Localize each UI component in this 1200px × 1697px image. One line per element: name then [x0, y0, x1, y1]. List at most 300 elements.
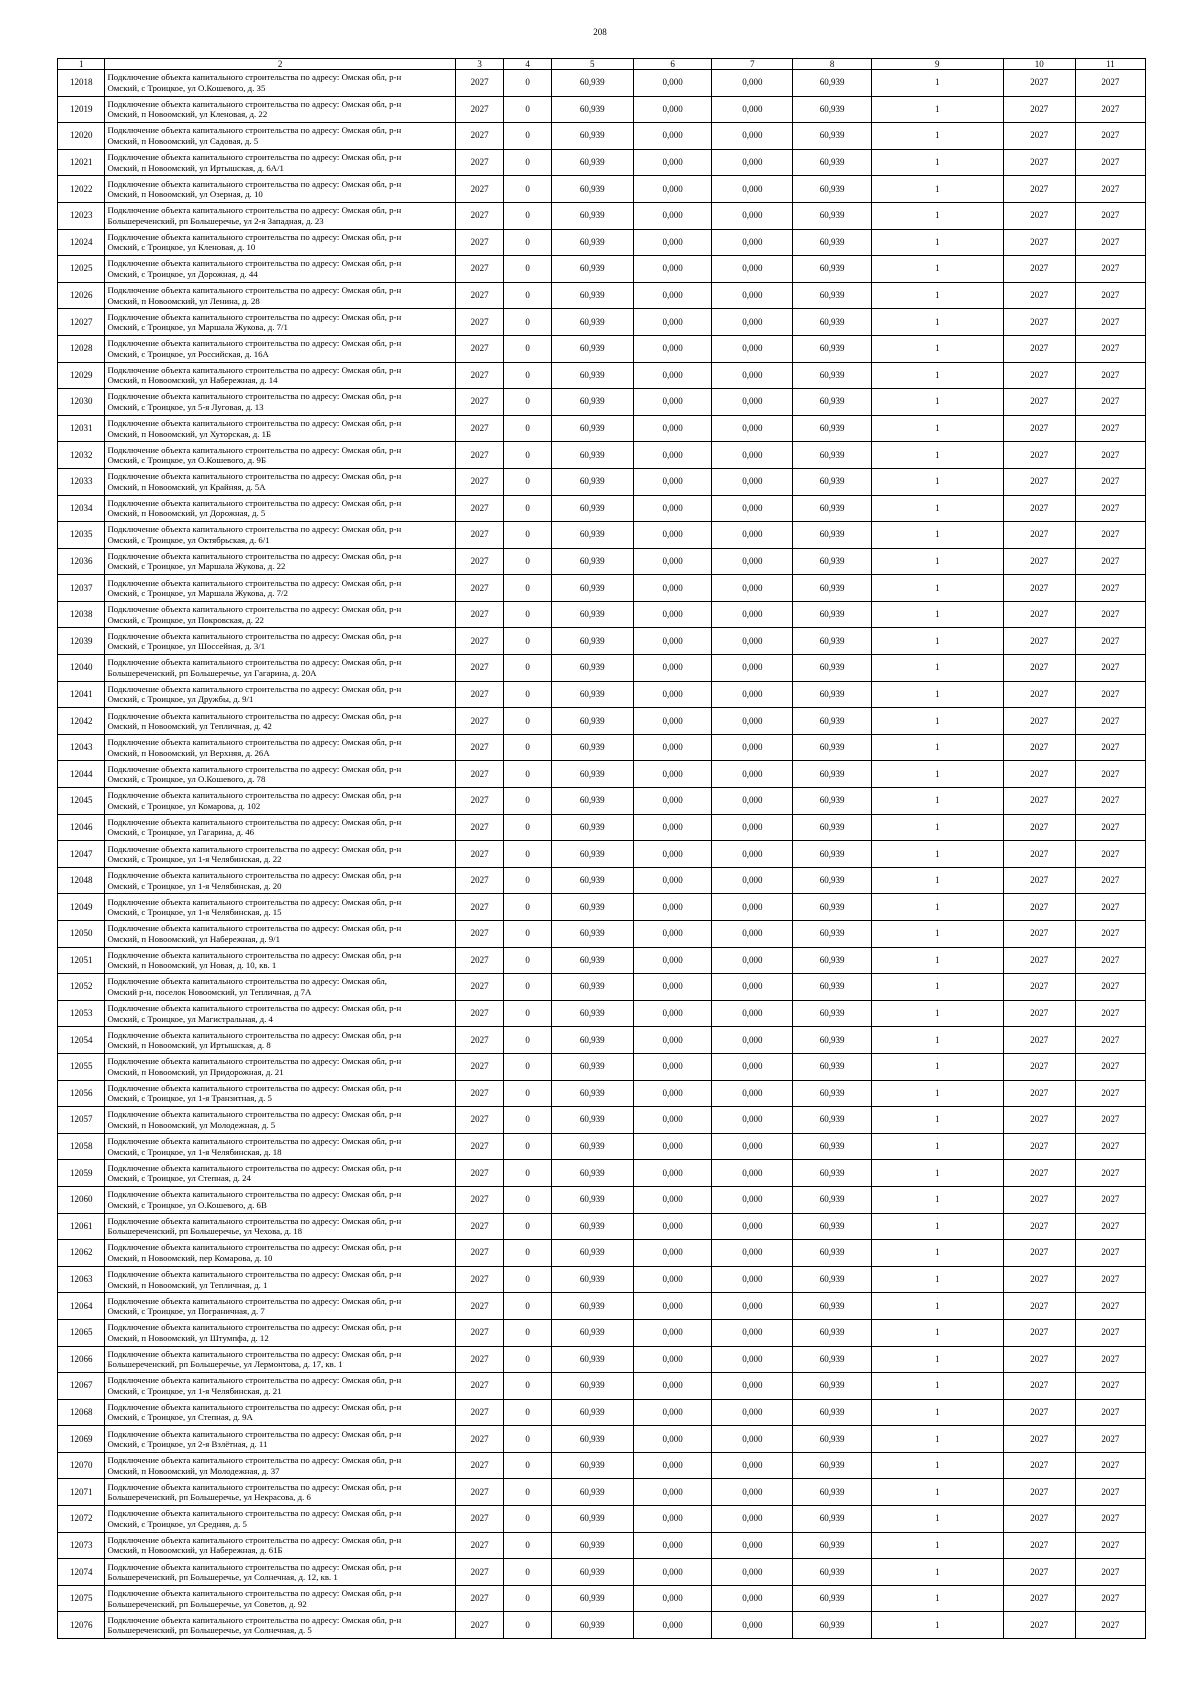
col10-cell: 2027 — [1003, 1373, 1075, 1400]
col8-cell: 60,939 — [793, 708, 872, 735]
year-cell: 2027 — [455, 309, 504, 336]
col11-cell: 2027 — [1075, 282, 1145, 309]
col11-cell: 2027 — [1075, 1186, 1145, 1213]
header-col-8: 8 — [793, 59, 872, 70]
col8-cell: 60,939 — [793, 149, 872, 176]
description-line-2: Большереченский, рп Большеречье, ул Лермонтова, д. 17, кв. 1 — [107, 1359, 343, 1370]
row-number-cell: 12056 — [58, 1080, 105, 1107]
col5-cell: 60,939 — [551, 256, 633, 283]
row-number-cell: 12068 — [58, 1399, 105, 1426]
table-row — [58, 1133, 1146, 1160]
col6-cell: 0,000 — [633, 1107, 712, 1134]
year-cell: 2027 — [455, 1266, 504, 1293]
col11-cell: 2027 — [1075, 628, 1145, 655]
col8-cell: 60,939 — [793, 867, 872, 894]
year-cell: 2027 — [455, 1186, 504, 1213]
col8-cell: 60,939 — [793, 70, 872, 97]
col4-cell: 0 — [504, 974, 551, 1001]
header-col-3: 3 — [455, 59, 504, 70]
col5-cell: 60,939 — [551, 1346, 633, 1373]
year-cell: 2027 — [455, 1479, 504, 1506]
col8-cell: 60,939 — [793, 1319, 872, 1346]
col5-cell: 60,939 — [551, 974, 633, 1001]
description-cell — [105, 1240, 455, 1267]
description-cell — [105, 1213, 455, 1240]
description-cell — [105, 256, 455, 283]
col9-cell: 1 — [872, 1319, 1004, 1346]
description-cell — [105, 70, 455, 97]
description-line-2: Большереченский, рп Большеречье, ул Некрасова, д. 6 — [107, 1492, 311, 1503]
col11-cell: 2027 — [1075, 1000, 1145, 1027]
description-line-1: Подключение объекта капитального строительства по адресу: Омская обл, р-н — [107, 178, 402, 189]
table-row — [58, 1506, 1146, 1533]
col10-cell: 2027 — [1003, 309, 1075, 336]
col11-cell: 2027 — [1075, 176, 1145, 203]
col10-cell: 2027 — [1003, 149, 1075, 176]
col5-cell: 60,939 — [551, 415, 633, 442]
year-cell: 2027 — [455, 894, 504, 921]
row-number-cell: 12020 — [58, 123, 105, 150]
col6-cell: 0,000 — [633, 1266, 712, 1293]
row-number-cell: 12030 — [58, 389, 105, 416]
header-col-10: 10 — [1003, 59, 1075, 70]
col4-cell: 0 — [504, 1080, 551, 1107]
description-line-2: Омский, п Новоомский, ул Набережная, д. 9/1 — [107, 933, 280, 944]
description-cell — [105, 1346, 455, 1373]
description-cell — [105, 1479, 455, 1506]
col6-cell: 0,000 — [633, 947, 712, 974]
description-cell — [105, 1399, 455, 1426]
col4-cell: 0 — [504, 734, 551, 761]
description-line-2: Омский, с Троицкое, ул 2-я Взлётная, д. 11 — [107, 1439, 268, 1450]
row-number-cell: 12052 — [58, 974, 105, 1001]
col4-cell: 0 — [504, 1399, 551, 1426]
description-line-1: Подключение объекта капитального строительства по адресу: Омская обл, р-н — [107, 1322, 402, 1333]
year-cell: 2027 — [455, 256, 504, 283]
table-row — [58, 202, 1146, 229]
description-cell — [105, 1266, 455, 1293]
col4-cell: 0 — [504, 575, 551, 602]
col6-cell: 0,000 — [633, 1346, 712, 1373]
year-cell: 2027 — [455, 389, 504, 416]
col4-cell: 0 — [504, 867, 551, 894]
col9-cell: 1 — [872, 575, 1004, 602]
col10-cell: 2027 — [1003, 123, 1075, 150]
col9-cell: 1 — [872, 1612, 1004, 1639]
col11-cell: 2027 — [1075, 442, 1145, 469]
col7-cell: 0,000 — [712, 1027, 793, 1054]
description-line-2: Омский, с Троицкое, ул Пограничная, д. 7 — [107, 1306, 265, 1317]
description-line-1: Подключение объекта капитального строительства по адресу: Омская обл, р-н — [107, 1215, 402, 1226]
col9-cell: 1 — [872, 761, 1004, 788]
col4-cell: 0 — [504, 1506, 551, 1533]
col11-cell: 2027 — [1075, 1426, 1145, 1453]
col8-cell: 60,939 — [793, 1559, 872, 1586]
year-cell: 2027 — [455, 761, 504, 788]
year-cell: 2027 — [455, 974, 504, 1001]
col7-cell: 0,000 — [712, 123, 793, 150]
year-cell: 2027 — [455, 495, 504, 522]
col10-cell: 2027 — [1003, 655, 1075, 682]
col7-cell: 0,000 — [712, 601, 793, 628]
col7-cell: 0,000 — [712, 1532, 793, 1559]
col10-cell: 2027 — [1003, 389, 1075, 416]
description-line-2: Большереченский, рп Большеречье, ул Солнечная, д. 5 — [107, 1625, 312, 1636]
description-line-1: Подключение объекта капитального строительства по адресу: Омская обл, р-н — [107, 1003, 402, 1014]
col6-cell: 0,000 — [633, 176, 712, 203]
col11-cell: 2027 — [1075, 681, 1145, 708]
col8-cell: 60,939 — [793, 176, 872, 203]
table-row — [58, 841, 1146, 868]
col7-cell: 0,000 — [712, 708, 793, 735]
description-line-2: Омский, с Троицкое, ул Маршала Жукова, д. 7/1 — [107, 322, 288, 333]
col9-cell: 1 — [872, 894, 1004, 921]
col4-cell: 0 — [504, 628, 551, 655]
row-number-cell: 12032 — [58, 442, 105, 469]
description-line-1: Подключение объекта капитального строительства по адресу: Омская обл, р-н — [107, 391, 402, 402]
col7-cell: 0,000 — [712, 149, 793, 176]
table-row — [58, 70, 1146, 97]
description-line-2: Омский, п Новоомский, пер Комарова, д. 10 — [107, 1252, 273, 1263]
year-cell: 2027 — [455, 1293, 504, 1320]
col6-cell: 0,000 — [633, 1213, 712, 1240]
col10-cell: 2027 — [1003, 841, 1075, 868]
col4-cell: 0 — [504, 1559, 551, 1586]
col9-cell: 1 — [872, 1213, 1004, 1240]
year-cell: 2027 — [455, 1240, 504, 1267]
col9-cell: 1 — [872, 681, 1004, 708]
col10-cell: 2027 — [1003, 362, 1075, 389]
col10-cell: 2027 — [1003, 628, 1075, 655]
col7-cell: 0,000 — [712, 1133, 793, 1160]
col4-cell: 0 — [504, 442, 551, 469]
description-cell — [105, 761, 455, 788]
description-line-1: Подключение объекта капитального строительства по адресу: Омская обл, р-н — [107, 1428, 402, 1439]
col9-cell: 1 — [872, 1240, 1004, 1267]
year-cell: 2027 — [455, 601, 504, 628]
col7-cell: 0,000 — [712, 1479, 793, 1506]
col11-cell: 2027 — [1075, 229, 1145, 256]
row-number-cell: 12073 — [58, 1532, 105, 1559]
col10-cell: 2027 — [1003, 1213, 1075, 1240]
table-row — [58, 788, 1146, 815]
col4-cell: 0 — [504, 1532, 551, 1559]
description-line-2: Омский, с Троицкое, ул Маршала Жукова, д. 7/2 — [107, 588, 288, 599]
description-line-1: Подключение объекта капитального строительства по адресу: Омская обл, р-н — [107, 1162, 402, 1173]
year-cell: 2027 — [455, 96, 504, 123]
col4-cell: 0 — [504, 1027, 551, 1054]
col7-cell: 0,000 — [712, 1080, 793, 1107]
col5-cell: 60,939 — [551, 1133, 633, 1160]
col9-cell: 1 — [872, 708, 1004, 735]
col9-cell: 1 — [872, 1373, 1004, 1400]
col9-cell: 1 — [872, 841, 1004, 868]
col7-cell: 0,000 — [712, 761, 793, 788]
description-line-2: Омский, п Новоомский, ул Новая, д. 10, кв. 1 — [107, 960, 277, 971]
col8-cell: 60,939 — [793, 1399, 872, 1426]
col7-cell: 0,000 — [712, 548, 793, 575]
col6-cell: 0,000 — [633, 70, 712, 97]
description-cell — [105, 681, 455, 708]
description-line-2: Омский, п Новоомский, ул Молодежная, д. 37 — [107, 1465, 280, 1476]
col5-cell: 60,939 — [551, 1612, 633, 1639]
description-line-2: Омский, с Троицкое, ул О.Кошевого, д. 9Б — [107, 455, 266, 466]
year-cell: 2027 — [455, 123, 504, 150]
col8-cell: 60,939 — [793, 335, 872, 362]
col4-cell: 0 — [504, 1426, 551, 1453]
col10-cell: 2027 — [1003, 1266, 1075, 1293]
col9-cell: 1 — [872, 1080, 1004, 1107]
col4-cell: 0 — [504, 1319, 551, 1346]
description-line-1: Подключение объекта капитального строительства по адресу: Омская обл, р-н — [107, 1056, 402, 1067]
col8-cell: 60,939 — [793, 389, 872, 416]
col8-cell: 60,939 — [793, 1293, 872, 1320]
col8-cell: 60,939 — [793, 442, 872, 469]
description-line-1: Подключение объекта капитального строительства по адресу: Омская обл, р-н — [107, 1375, 402, 1386]
year-cell: 2027 — [455, 1399, 504, 1426]
description-line-1: Подключение объекта капитального строительства по адресу: Омская обл, р-н — [107, 231, 402, 242]
col10-cell: 2027 — [1003, 1107, 1075, 1134]
table-row — [58, 1027, 1146, 1054]
col8-cell: 60,939 — [793, 681, 872, 708]
col4-cell: 0 — [504, 1479, 551, 1506]
col11-cell: 2027 — [1075, 1213, 1145, 1240]
year-cell: 2027 — [455, 1506, 504, 1533]
description-cell — [105, 1426, 455, 1453]
col4-cell: 0 — [504, 814, 551, 841]
description-cell — [105, 1559, 455, 1586]
description-line-2: Омский, п Новоомский, ул Кленовая, д. 22 — [107, 109, 268, 120]
col9-cell: 1 — [872, 947, 1004, 974]
table-row — [58, 814, 1146, 841]
col5-cell: 60,939 — [551, 655, 633, 682]
col11-cell: 2027 — [1075, 867, 1145, 894]
col4-cell: 0 — [504, 389, 551, 416]
page-number: 208 — [593, 27, 607, 37]
row-number-cell: 12031 — [58, 415, 105, 442]
col10-cell: 2027 — [1003, 1240, 1075, 1267]
description-cell — [105, 575, 455, 602]
col7-cell: 0,000 — [712, 1559, 793, 1586]
col9-cell: 1 — [872, 149, 1004, 176]
year-cell: 2027 — [455, 681, 504, 708]
col8-cell: 60,939 — [793, 734, 872, 761]
col9-cell: 1 — [872, 1027, 1004, 1054]
row-number-cell: 12057 — [58, 1107, 105, 1134]
col9-cell: 1 — [872, 442, 1004, 469]
col5-cell: 60,939 — [551, 1293, 633, 1320]
row-number-cell: 12041 — [58, 681, 105, 708]
description-line-2: Большереченский, рп Большеречье, ул Чехова, д. 18 — [107, 1226, 303, 1237]
header-col-1: 1 — [58, 59, 105, 70]
year-cell: 2027 — [455, 947, 504, 974]
description-line-1: Подключение объекта капитального строительства по адресу: Омская обл, р-н — [107, 1029, 402, 1040]
description-line-2: Омский, с Троицкое, ул Кленовая, д. 10 — [107, 242, 256, 253]
table-row — [58, 1585, 1146, 1612]
year-cell: 2027 — [455, 841, 504, 868]
col11-cell: 2027 — [1075, 468, 1145, 495]
col6-cell: 0,000 — [633, 867, 712, 894]
description-line-2: Омский, с Троицкое, ул О.Кошевого, д. 6В — [107, 1199, 267, 1210]
col11-cell: 2027 — [1075, 921, 1145, 948]
row-number-cell: 12050 — [58, 921, 105, 948]
description-line-2: Омский, с Троицкое, ул 1-я Челябинская, д. 18 — [107, 1146, 282, 1157]
col4-cell: 0 — [504, 1186, 551, 1213]
description-line-1: Подключение объекта капитального строительства по адресу: Омская обл, р-н — [107, 896, 402, 907]
year-cell: 2027 — [455, 655, 504, 682]
col5-cell: 60,939 — [551, 894, 633, 921]
col5-cell: 60,939 — [551, 575, 633, 602]
col5-cell: 60,939 — [551, 734, 633, 761]
col11-cell: 2027 — [1075, 70, 1145, 97]
table-row — [58, 1266, 1146, 1293]
col4-cell: 0 — [504, 601, 551, 628]
year-cell: 2027 — [455, 522, 504, 549]
table-row — [58, 548, 1146, 575]
year-cell: 2027 — [455, 1426, 504, 1453]
col9-cell: 1 — [872, 522, 1004, 549]
col11-cell: 2027 — [1075, 1133, 1145, 1160]
col6-cell: 0,000 — [633, 708, 712, 735]
col11-cell: 2027 — [1075, 894, 1145, 921]
description-line-1: Подключение объекта капитального строительства по адресу: Омская обл, р-н — [107, 205, 402, 216]
col7-cell: 0,000 — [712, 1373, 793, 1400]
table-row — [58, 522, 1146, 549]
col8-cell: 60,939 — [793, 1160, 872, 1187]
row-number-cell: 12063 — [58, 1266, 105, 1293]
col7-cell: 0,000 — [712, 362, 793, 389]
col5-cell: 60,939 — [551, 202, 633, 229]
description-cell — [105, 841, 455, 868]
year-cell: 2027 — [455, 282, 504, 309]
description-line-2: Омский, с Троицкое, ул Дружбы, д. 9/1 — [107, 694, 254, 705]
table-row — [58, 1107, 1146, 1134]
header-row — [58, 59, 1146, 70]
col10-cell: 2027 — [1003, 734, 1075, 761]
row-number-cell: 12051 — [58, 947, 105, 974]
col6-cell: 0,000 — [633, 681, 712, 708]
col7-cell: 0,000 — [712, 389, 793, 416]
year-cell: 2027 — [455, 1373, 504, 1400]
col7-cell: 0,000 — [712, 1053, 793, 1080]
col9-cell: 1 — [872, 1293, 1004, 1320]
col11-cell: 2027 — [1075, 202, 1145, 229]
description-line-1: Подключение объекта капитального строительства по адресу: Омская обл, р-н — [107, 1588, 402, 1599]
description-line-1: Подключение объекта капитального строительства по адресу: Омская обл, р-н — [107, 630, 402, 641]
col9-cell: 1 — [872, 282, 1004, 309]
col5-cell: 60,939 — [551, 548, 633, 575]
description-line-2: Омский, с Троицкое, ул 1-я Челябинская, д. 20 — [107, 880, 282, 891]
col10-cell: 2027 — [1003, 1452, 1075, 1479]
col8-cell: 60,939 — [793, 362, 872, 389]
year-cell: 2027 — [455, 70, 504, 97]
header-col-2: 2 — [105, 59, 455, 70]
col11-cell: 2027 — [1075, 1585, 1145, 1612]
col8-cell: 60,939 — [793, 468, 872, 495]
col11-cell: 2027 — [1075, 1399, 1145, 1426]
year-cell: 2027 — [455, 442, 504, 469]
col10-cell: 2027 — [1003, 1160, 1075, 1187]
year-cell: 2027 — [455, 1612, 504, 1639]
col10-cell: 2027 — [1003, 575, 1075, 602]
col11-cell: 2027 — [1075, 495, 1145, 522]
col6-cell: 0,000 — [633, 761, 712, 788]
description-cell — [105, 123, 455, 150]
col8-cell: 60,939 — [793, 1612, 872, 1639]
col6-cell: 0,000 — [633, 335, 712, 362]
col10-cell: 2027 — [1003, 1612, 1075, 1639]
description-line-2: Омский, с Троицкое, ул О.Кошевого, д. 35 — [107, 82, 266, 93]
description-line-1: Подключение объекта капитального строительства по адресу: Омская обл, р-н — [107, 1401, 402, 1412]
col7-cell: 0,000 — [712, 1585, 793, 1612]
col5-cell: 60,939 — [551, 1240, 633, 1267]
year-cell: 2027 — [455, 1053, 504, 1080]
table-row — [58, 1160, 1146, 1187]
col7-cell: 0,000 — [712, 1426, 793, 1453]
table-row — [58, 96, 1146, 123]
description-line-1: Подключение объекта капитального строительства по адресу: Омская обл, р-н — [107, 1481, 402, 1492]
table-body — [58, 70, 1146, 1639]
row-number-cell: 12070 — [58, 1452, 105, 1479]
col10-cell: 2027 — [1003, 1000, 1075, 1027]
col5-cell: 60,939 — [551, 708, 633, 735]
col9-cell: 1 — [872, 734, 1004, 761]
col8-cell: 60,939 — [793, 1373, 872, 1400]
col11-cell: 2027 — [1075, 1160, 1145, 1187]
col6-cell: 0,000 — [633, 1319, 712, 1346]
description-line-1: Подключение объекта капитального строительства по адресу: Омская обл, р-н — [107, 577, 402, 588]
col8-cell: 60,939 — [793, 1585, 872, 1612]
row-number-cell: 12071 — [58, 1479, 105, 1506]
table-row — [58, 1479, 1146, 1506]
description-cell — [105, 1373, 455, 1400]
header-col-7: 7 — [712, 59, 793, 70]
col5-cell: 60,939 — [551, 601, 633, 628]
col5-cell: 60,939 — [551, 1506, 633, 1533]
col6-cell: 0,000 — [633, 202, 712, 229]
row-number-cell: 12049 — [58, 894, 105, 921]
table-row — [58, 1240, 1146, 1267]
table-row — [58, 1612, 1146, 1639]
description-cell — [105, 1293, 455, 1320]
col11-cell: 2027 — [1075, 1532, 1145, 1559]
col4-cell: 0 — [504, 70, 551, 97]
col6-cell: 0,000 — [633, 123, 712, 150]
description-line-1: Подключение объекта капитального строительства по адресу: Омская обл, р-н — [107, 285, 402, 296]
col10-cell: 2027 — [1003, 522, 1075, 549]
col11-cell: 2027 — [1075, 575, 1145, 602]
col5-cell: 60,939 — [551, 123, 633, 150]
data-table — [57, 58, 1146, 1639]
description-line-1: Подключение объекта капитального строительства по адресу: Омская обл, р-н — [107, 816, 402, 827]
col4-cell: 0 — [504, 788, 551, 815]
description-cell — [105, 1452, 455, 1479]
description-line-1: Подключение объекта капитального строительства по адресу: Омская обл, р-н — [107, 737, 402, 748]
col10-cell: 2027 — [1003, 1186, 1075, 1213]
col4-cell: 0 — [504, 1213, 551, 1240]
col11-cell: 2027 — [1075, 601, 1145, 628]
col8-cell: 60,939 — [793, 202, 872, 229]
col11-cell: 2027 — [1075, 1559, 1145, 1586]
description-cell — [105, 1027, 455, 1054]
description-line-1: Подключение объекта капитального строительства по адресу: Омская обл, р-н — [107, 418, 402, 429]
description-line-2: Омский, п Новоомский, ул Тепличная, д. 42 — [107, 721, 272, 732]
col11-cell: 2027 — [1075, 1319, 1145, 1346]
row-number-cell: 12062 — [58, 1240, 105, 1267]
col9-cell: 1 — [872, 1346, 1004, 1373]
table-row — [58, 256, 1146, 283]
col8-cell: 60,939 — [793, 947, 872, 974]
